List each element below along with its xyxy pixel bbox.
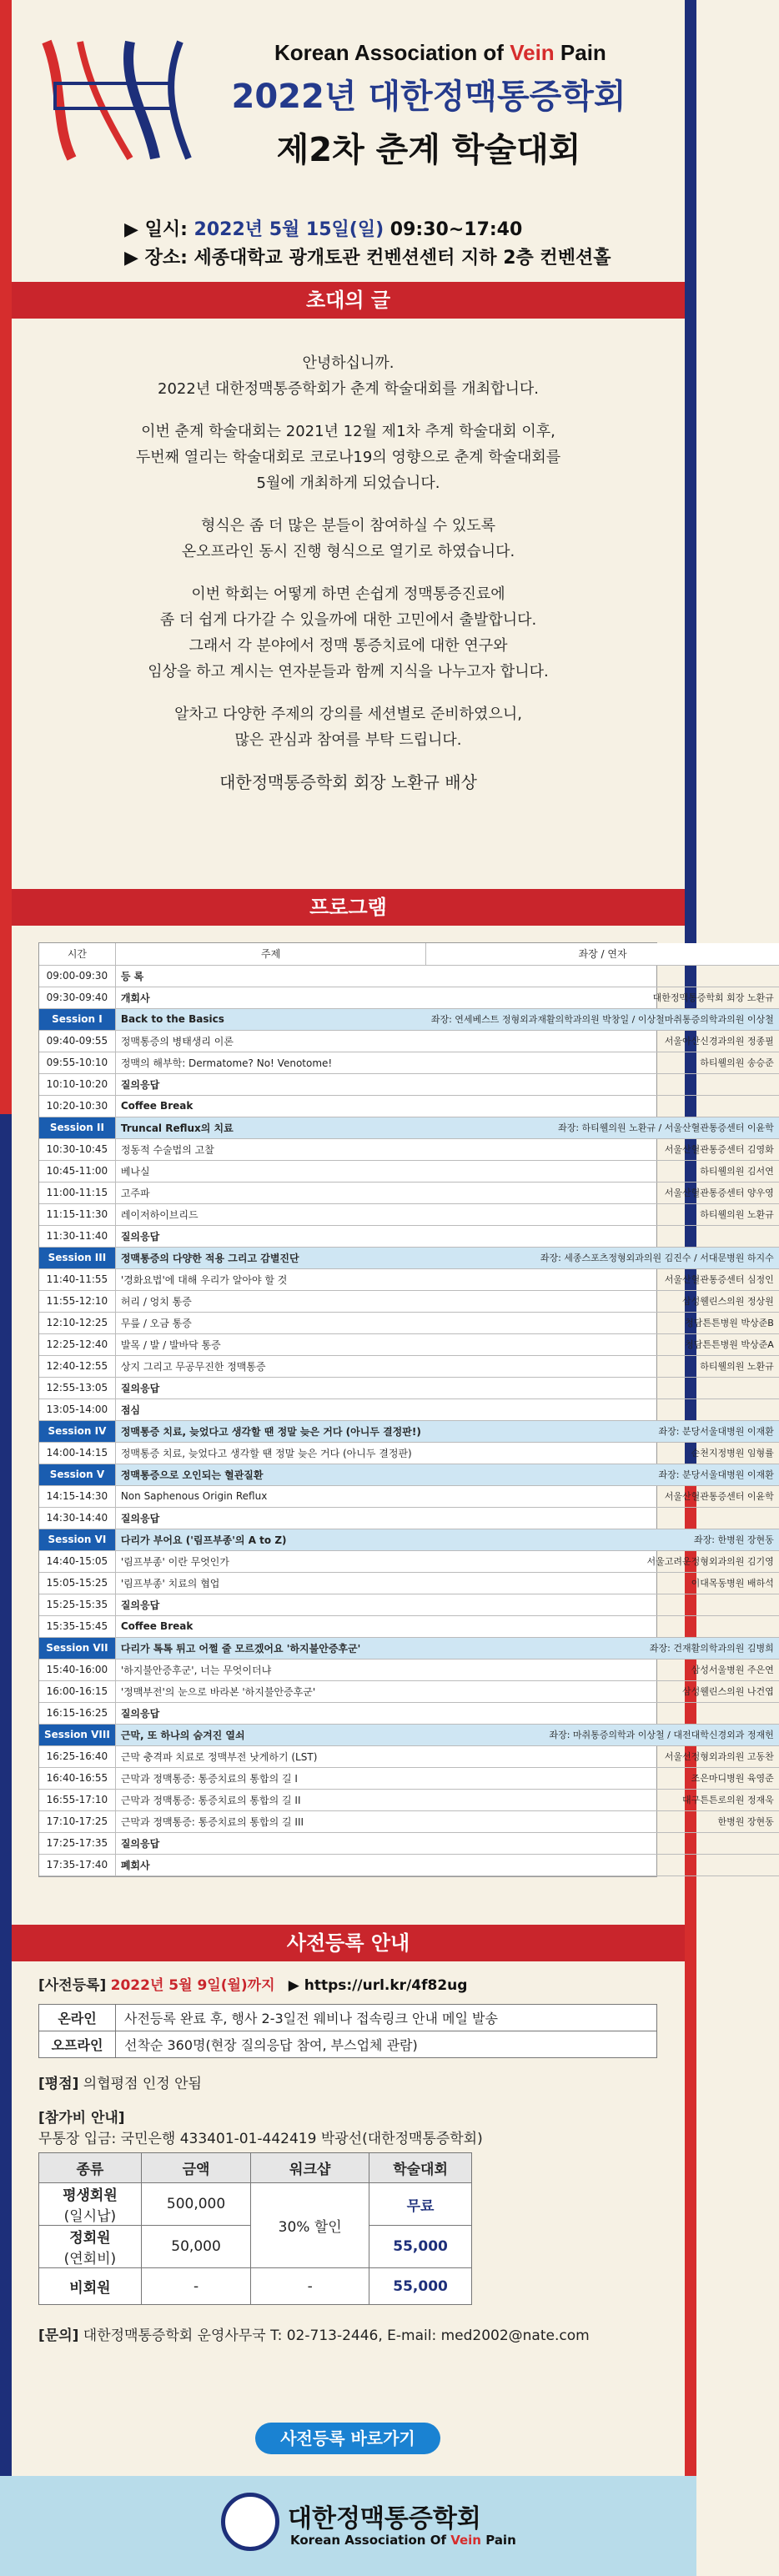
- schedule-row: [39, 1572, 779, 1594]
- schedule-speaker: 대구튼튼로의원 정재욱: [426, 1789, 779, 1810]
- event-title: 제2차 춘계 학술대회: [276, 131, 581, 169]
- schedule-speaker: 조은마디병원 육영준: [426, 1767, 779, 1789]
- bank-account: 무통장 입금: 국민은행 433401-01-442419 박광선(대한정맥통증학회): [38, 2131, 483, 2147]
- fee-amount: 500,000: [141, 2183, 250, 2226]
- event-place: ▶ 장소: 세종대학교 광개토관 컨벤션센터 지하 2층 컨벤션홀: [124, 248, 611, 269]
- registration-section: [38, 1973, 657, 2354]
- association-english-name: Korean Association of Vein Pain: [274, 40, 606, 65]
- fee-amount: -: [141, 2268, 250, 2305]
- schedule-topic: 상지 그리고 무공무진한 정맥통증: [115, 1355, 426, 1377]
- schedule-time: 11:00-11:15: [39, 1182, 115, 1203]
- schedule-speaker: [426, 1702, 779, 1724]
- program-header-row: [39, 943, 779, 965]
- schedule-topic: '하지불안증후군', 너는 무엇이더냐: [115, 1659, 426, 1680]
- schedule-time: 12:40-12:55: [39, 1355, 115, 1377]
- fee-col-type: 종류: [39, 2153, 142, 2183]
- schedule-topic: 정동적 수술법의 고찰: [115, 1138, 426, 1160]
- register-button[interactable]: 사전등록 바로가기: [255, 2423, 440, 2454]
- schedule-topic: 다리가 톡톡 튀고 어쩔 줄 모르겠어요 '하지불안증후군': [115, 1637, 426, 1659]
- invite-line: 알차고 다양한 주제의 강의를 세션별로 준비하였으니,: [174, 706, 522, 723]
- col-chair: 좌장 / 연자: [426, 943, 779, 965]
- schedule-time: 17:10-17:25: [39, 1810, 115, 1832]
- fee-col-amount: 금액: [141, 2153, 250, 2183]
- schedule-speaker: 하티웰의원 노환규: [426, 1203, 779, 1225]
- schedule-speaker: 좌장: 마취통증의학과 이상철 / 대전대학신경외과 정재헌: [426, 1724, 779, 1745]
- schedule-topic: Non Saphenous Origin Reflux: [115, 1485, 426, 1507]
- invite-line: 그래서 각 분야에서 정맥 통증치료에 대한 연구와: [188, 637, 508, 655]
- schedule-row: [39, 1182, 779, 1203]
- schedule-speaker: 이대목동병원 배하석: [426, 1572, 779, 1594]
- invite-line: 두번째 열리는 학술대회로 코로나19의 영향으로 춘계 학술대회를: [135, 449, 561, 466]
- col-topic: 주제: [115, 943, 426, 965]
- schedule-speaker: 청담튼튼병원 박상준A: [426, 1333, 779, 1355]
- schedule-speaker: [426, 1854, 779, 1876]
- schedule-row: [39, 1854, 779, 1876]
- schedule-speaker: 대한정맥통증학회 회장 노환규: [426, 987, 779, 1008]
- schedule-row: [39, 1442, 779, 1464]
- schedule-time: Session VI: [39, 1529, 115, 1550]
- schedule-speaker: 좌장: 한병원 장현동: [426, 1529, 779, 1550]
- schedule-topic: 발목 / 발 / 발바닥 통증: [115, 1333, 426, 1355]
- schedule-speaker: 서울고려운정형외과의원 김기영: [426, 1550, 779, 1572]
- schedule-time: Session VII: [39, 1637, 115, 1659]
- conference-fee: 무료: [369, 2183, 472, 2226]
- schedule-speaker: 하티웰의원 노환규: [426, 1355, 779, 1377]
- schedule-time: 15:05-15:25: [39, 1572, 115, 1594]
- schedule-topic: '림프부종' 이란 무엇인가: [115, 1550, 426, 1572]
- schedule-speaker: [426, 1615, 779, 1637]
- schedule-time: Session IV: [39, 1420, 115, 1442]
- schedule-time: 11:55-12:10: [39, 1290, 115, 1312]
- schedule-speaker: 삼성웰린스의원 정상원: [426, 1290, 779, 1312]
- schedule-row: [39, 1810, 779, 1832]
- schedule-time: 10:10-10:20: [39, 1073, 115, 1095]
- schedule-time: 15:25-15:35: [39, 1594, 115, 1615]
- schedule-time: 13:05-14:00: [39, 1398, 115, 1420]
- program-body: [39, 965, 779, 1876]
- invite-line: 이번 학회는 어떻게 하면 손쉽게 정맥통증진료에: [191, 585, 505, 603]
- schedule-speaker: 서울산혈관통증센터 심정인: [426, 1268, 779, 1290]
- col-time: 시간: [39, 943, 115, 965]
- workshop-fee: -: [251, 2268, 369, 2305]
- session-row: [39, 1464, 779, 1485]
- schedule-speaker: 좌장: 분당서울대병원 이재환: [426, 1464, 779, 1485]
- association-seal-icon: [221, 2493, 279, 2551]
- schedule-topic: 등 록: [115, 965, 426, 987]
- schedule-topic: 질의응답: [115, 1832, 426, 1854]
- invite-line: 많은 관심과 참여를 부탁 드립니다.: [234, 731, 462, 749]
- attendance-table: [38, 2004, 657, 2058]
- schedule-speaker: 순천지정병원 임형률: [426, 1442, 779, 1464]
- schedule-speaker: 하티웰의원 송승준: [426, 1052, 779, 1073]
- schedule-topic: '경화요법'에 대해 우리가 알아야 할 것: [115, 1268, 426, 1290]
- schedule-row: [39, 1550, 779, 1572]
- schedule-topic: 고주파: [115, 1182, 426, 1203]
- session-row: [39, 1529, 779, 1550]
- schedule-time: 14:30-14:40: [39, 1507, 115, 1529]
- schedule-topic: 점심: [115, 1398, 426, 1420]
- offline-value: 선착순 360명(현장 질의응답 참여, 부스업체 관람): [116, 2031, 657, 2058]
- schedule-topic: Back to the Basics: [115, 1008, 426, 1030]
- schedule-time: 12:25-12:40: [39, 1333, 115, 1355]
- schedule-speaker: 서울선정형외과의원 고동찬: [426, 1745, 779, 1767]
- session-row: [39, 1008, 779, 1030]
- schedule-speaker: 서울산혈관통증센터 김영화: [426, 1138, 779, 1160]
- schedule-speaker: 서울아산신경과의원 정종필: [426, 1030, 779, 1052]
- event-date: ▶ 일시: 2022년 5월 15일(일) 09:30~17:40: [124, 219, 523, 240]
- schedule-time: Session III: [39, 1247, 115, 1268]
- schedule-time: 16:40-16:55: [39, 1767, 115, 1789]
- schedule-topic: 근막과 정맥통증: 통증치료의 통합의 길 III: [115, 1810, 426, 1832]
- schedule-time: Session V: [39, 1464, 115, 1485]
- credit-info: [평점] 의협평점 인정 안됨: [38, 2076, 202, 2092]
- schedule-row: [39, 1030, 779, 1052]
- invite-title-bar: 초대의 글: [12, 282, 685, 319]
- schedule-speaker: 한병원 장현동: [426, 1810, 779, 1832]
- schedule-time: 17:25-17:35: [39, 1832, 115, 1854]
- schedule-topic: Coffee Break: [115, 1615, 426, 1637]
- schedule-time: 14:40-15:05: [39, 1550, 115, 1572]
- schedule-time: 11:40-11:55: [39, 1268, 115, 1290]
- schedule-topic: Truncal Reflux의 치료: [115, 1117, 426, 1138]
- schedule-row: [39, 1095, 779, 1117]
- fee-col-conference: 학술대회: [369, 2153, 472, 2183]
- schedule-time: 14:15-14:30: [39, 1485, 115, 1507]
- fee-amount: 50,000: [141, 2226, 250, 2268]
- schedule-speaker: [426, 1832, 779, 1854]
- program-table-wrapper: [38, 942, 774, 1877]
- schedule-time: 12:55-13:05: [39, 1377, 115, 1398]
- schedule-time: 11:30-11:40: [39, 1225, 115, 1247]
- schedule-speaker: [426, 1377, 779, 1398]
- schedule-time: 16:25-16:40: [39, 1745, 115, 1767]
- schedule-topic: 정맥통증 치료, 늦었다고 생각할 땐 정말 늦은 거다 (아니두 결정판!): [115, 1420, 426, 1442]
- invite-line: 좀 더 쉽게 다가갈 수 있을까에 대한 고민에서 출발합니다.: [159, 611, 537, 629]
- fee-type-nonmember: 비회원: [39, 2268, 142, 2305]
- schedule-time: 14:00-14:15: [39, 1442, 115, 1464]
- invite-text: [33, 350, 663, 796]
- schedule-time: 09:30-09:40: [39, 987, 115, 1008]
- schedule-speaker: [426, 1095, 779, 1117]
- schedule-row: [39, 1138, 779, 1160]
- fee-title: [참가비 안내]: [38, 2110, 125, 2127]
- schedule-topic: 근막, 또 하나의 숨겨진 열쇠: [115, 1724, 426, 1745]
- fee-table: [38, 2152, 472, 2305]
- conference-fee: 55,000: [369, 2268, 472, 2305]
- schedule-topic: Coffee Break: [115, 1095, 426, 1117]
- schedule-row: [39, 1355, 779, 1377]
- schedule-row: [39, 1160, 779, 1182]
- schedule-row: [39, 1073, 779, 1095]
- schedule-time: 10:20-10:30: [39, 1095, 115, 1117]
- schedule-speaker: 좌장: 하티웰의원 노환규 / 서울산혈관통증센터 이윤학: [426, 1117, 779, 1138]
- schedule-time: 09:40-09:55: [39, 1030, 115, 1052]
- schedule-topic: '림프부종' 치료의 협업: [115, 1572, 426, 1594]
- offline-label: 오프라인: [39, 2031, 116, 2058]
- schedule-topic: 폐회사: [115, 1854, 426, 1876]
- schedule-time: 12:10-12:25: [39, 1312, 115, 1333]
- schedule-row: [39, 1507, 779, 1529]
- schedule-row: [39, 1377, 779, 1398]
- schedule-time: 17:35-17:40: [39, 1854, 115, 1876]
- footer-korean-name: 대한정맥통증학회: [288, 2504, 481, 2533]
- schedule-row: [39, 1745, 779, 1767]
- schedule-topic: 정맥의 해부학: Dermatome? No! Venotome!: [115, 1052, 426, 1073]
- schedule-speaker: [426, 1073, 779, 1095]
- schedule-row: [39, 1203, 779, 1225]
- schedule-row: [39, 1594, 779, 1615]
- schedule-topic: 무릎 / 오금 통증: [115, 1312, 426, 1333]
- footer: [0, 2476, 696, 2576]
- schedule-topic: 정맥통증의 병태생리 이론: [115, 1030, 426, 1052]
- schedule-row: [39, 1052, 779, 1073]
- contact-info: [문의] 대한정맥통증학회 운영사무국 T: 02-713-2446, E-mail: med2002@nate.com: [38, 2327, 590, 2344]
- schedule-row: [39, 1680, 779, 1702]
- event-title-year: 2022년 대한정맥통증학회: [231, 78, 626, 116]
- schedule-row: [39, 987, 779, 1008]
- session-row: [39, 1724, 779, 1745]
- schedule-speaker: 삼성서울병원 주은연: [426, 1659, 779, 1680]
- schedule-speaker: 청담튼튼병원 박상준B: [426, 1312, 779, 1333]
- schedule-time: 10:30-10:45: [39, 1138, 115, 1160]
- online-value: 사전등록 완료 후, 행사 2-3일전 웨비나 접속링크 안내 메일 발송: [116, 2005, 657, 2031]
- fee-type-regular: 정회원 (연회비): [39, 2226, 142, 2268]
- left-stripe: [0, 0, 12, 2476]
- schedule-topic: 정맥통증 치료, 늦었다고 생각할 땐 정말 늦은 거다 (아니두 결정판): [115, 1442, 426, 1464]
- schedule-row: [39, 1767, 779, 1789]
- schedule-topic: 정맥통증으로 오인되는 혈관질환: [115, 1464, 426, 1485]
- schedule-speaker: 좌장: 연세베스트 정형외과재활의학과의원 박창일 / 이상철마취통증의학과의원 이상철: [426, 1008, 779, 1030]
- schedule-time: 09:00-09:30: [39, 965, 115, 987]
- schedule-time: Session VIII: [39, 1724, 115, 1745]
- schedule-row: [39, 1333, 779, 1355]
- schedule-row: [39, 1702, 779, 1724]
- schedule-row: [39, 1268, 779, 1290]
- schedule-time: 11:15-11:30: [39, 1203, 115, 1225]
- schedule-time: 16:55-17:10: [39, 1789, 115, 1810]
- hero-header: [12, 0, 685, 279]
- session-row: [39, 1637, 779, 1659]
- schedule-topic: 근막과 정맥통증: 통증치료의 통합의 길 II: [115, 1789, 426, 1810]
- session-row: [39, 1420, 779, 1442]
- invite-line: 2022년 대한정맥통증학회가 춘계 학술대회를 개최합니다.: [158, 380, 539, 398]
- schedule-topic: '정맥부전'의 눈으로 바라본 '하지불안증후군': [115, 1680, 426, 1702]
- schedule-topic: 다리가 부어요 ('림프부종'의 A to Z): [115, 1529, 426, 1550]
- schedule-speaker: 서울산혈관통증센터 양우영: [426, 1182, 779, 1203]
- fee-type-lifetime: 평생회원 (일시납): [39, 2183, 142, 2226]
- schedule-speaker: [426, 1225, 779, 1247]
- schedule-time: 10:45-11:00: [39, 1160, 115, 1182]
- registration-title-bar: 사전등록 안내: [12, 1925, 685, 1961]
- schedule-speaker: [426, 1507, 779, 1529]
- schedule-speaker: 좌장: 세종스포츠정형외과의원 김진수 / 서대문병원 하지수: [426, 1247, 779, 1268]
- schedule-row: [39, 1225, 779, 1247]
- schedule-row: [39, 1832, 779, 1854]
- program-table: [39, 943, 779, 1876]
- fee-col-workshop: 워크샵: [251, 2153, 369, 2183]
- schedule-time: 16:00-16:15: [39, 1680, 115, 1702]
- schedule-time: Session II: [39, 1117, 115, 1138]
- registration-link[interactable]: ▶ https://url.kr/4f82ug: [288, 1977, 468, 1994]
- session-row: [39, 1247, 779, 1268]
- invite-line: 안녕하십니까.: [302, 354, 395, 372]
- schedule-speaker: [426, 1398, 779, 1420]
- schedule-row: [39, 1789, 779, 1810]
- schedule-topic: 베나실: [115, 1160, 426, 1182]
- schedule-topic: 허리 / 엉치 통증: [115, 1290, 426, 1312]
- online-label: 온라인: [39, 2005, 116, 2031]
- program-title-bar: 프로그램: [12, 889, 685, 926]
- schedule-topic: 질의응답: [115, 1507, 426, 1529]
- schedule-speaker: 좌장: 분당서울대병원 이재환: [426, 1420, 779, 1442]
- schedule-topic: 근막 충격파 치료로 정맥부전 낫게하기 (LST): [115, 1745, 426, 1767]
- schedule-row: [39, 1615, 779, 1637]
- invite-line: 온오프라인 동시 진행 형식으로 열기로 하였습니다.: [181, 543, 515, 560]
- invite-line: 이번 춘계 학술대회는 2021년 12월 제1차 추계 학술대회 이후,: [141, 423, 555, 440]
- schedule-speaker: 좌장: 건재활의학과의원 김병희: [426, 1637, 779, 1659]
- schedule-time: Session I: [39, 1008, 115, 1030]
- registration-deadline: [사전등록] 2022년 5월 9일(월)까지 ▶ https://url.kr/4f82ug: [38, 1977, 468, 1994]
- schedule-speaker: [426, 965, 779, 987]
- schedule-speaker: 삼성웰린스의원 나건엽: [426, 1680, 779, 1702]
- schedule-topic: 개회사: [115, 987, 426, 1008]
- workshop-discount: 30% 할인: [251, 2183, 369, 2268]
- schedule-row: [39, 1659, 779, 1680]
- invite-line: 5월에 개최하게 되었습니다.: [256, 475, 440, 492]
- schedule-topic: 정맥통증의 다양한 적용 그리고 감별진단: [115, 1247, 426, 1268]
- schedule-topic: 질의응답: [115, 1225, 426, 1247]
- schedule-time: 15:35-15:45: [39, 1615, 115, 1637]
- vein-logo-icon: [30, 33, 197, 167]
- schedule-row: [39, 1485, 779, 1507]
- schedule-time: 15:40-16:00: [39, 1659, 115, 1680]
- schedule-row: [39, 965, 779, 987]
- schedule-speaker: 서울산혈관통증센터 이윤학: [426, 1485, 779, 1507]
- schedule-row: [39, 1398, 779, 1420]
- invite-signature: 대한정맥통증학회 회장 노환규 배상: [219, 772, 477, 792]
- schedule-time: 09:55-10:10: [39, 1052, 115, 1073]
- schedule-row: [39, 1312, 779, 1333]
- schedule-speaker: 하티웰의원 김서연: [426, 1160, 779, 1182]
- schedule-topic: 근막과 정맥통증: 통증치료의 통합의 길 I: [115, 1767, 426, 1789]
- footer-english-name: Korean Association Of Vein Pain: [290, 2533, 516, 2548]
- session-row: [39, 1117, 779, 1138]
- schedule-topic: 질의응답: [115, 1073, 426, 1095]
- schedule-row: [39, 1290, 779, 1312]
- schedule-topic: 레이저하이브리드: [115, 1203, 426, 1225]
- schedule-topic: 질의응답: [115, 1594, 426, 1615]
- schedule-speaker: [426, 1594, 779, 1615]
- invite-line: 임상을 하고 계시는 연자분들과 함께 지식을 나누고자 합니다.: [148, 663, 549, 680]
- schedule-topic: 질의응답: [115, 1702, 426, 1724]
- schedule-time: 16:15-16:25: [39, 1702, 115, 1724]
- conference-fee: 55,000: [369, 2226, 472, 2268]
- invite-line: 형식은 좀 더 많은 분들이 참여하실 수 있도록: [200, 517, 496, 535]
- schedule-topic: 질의응답: [115, 1377, 426, 1398]
